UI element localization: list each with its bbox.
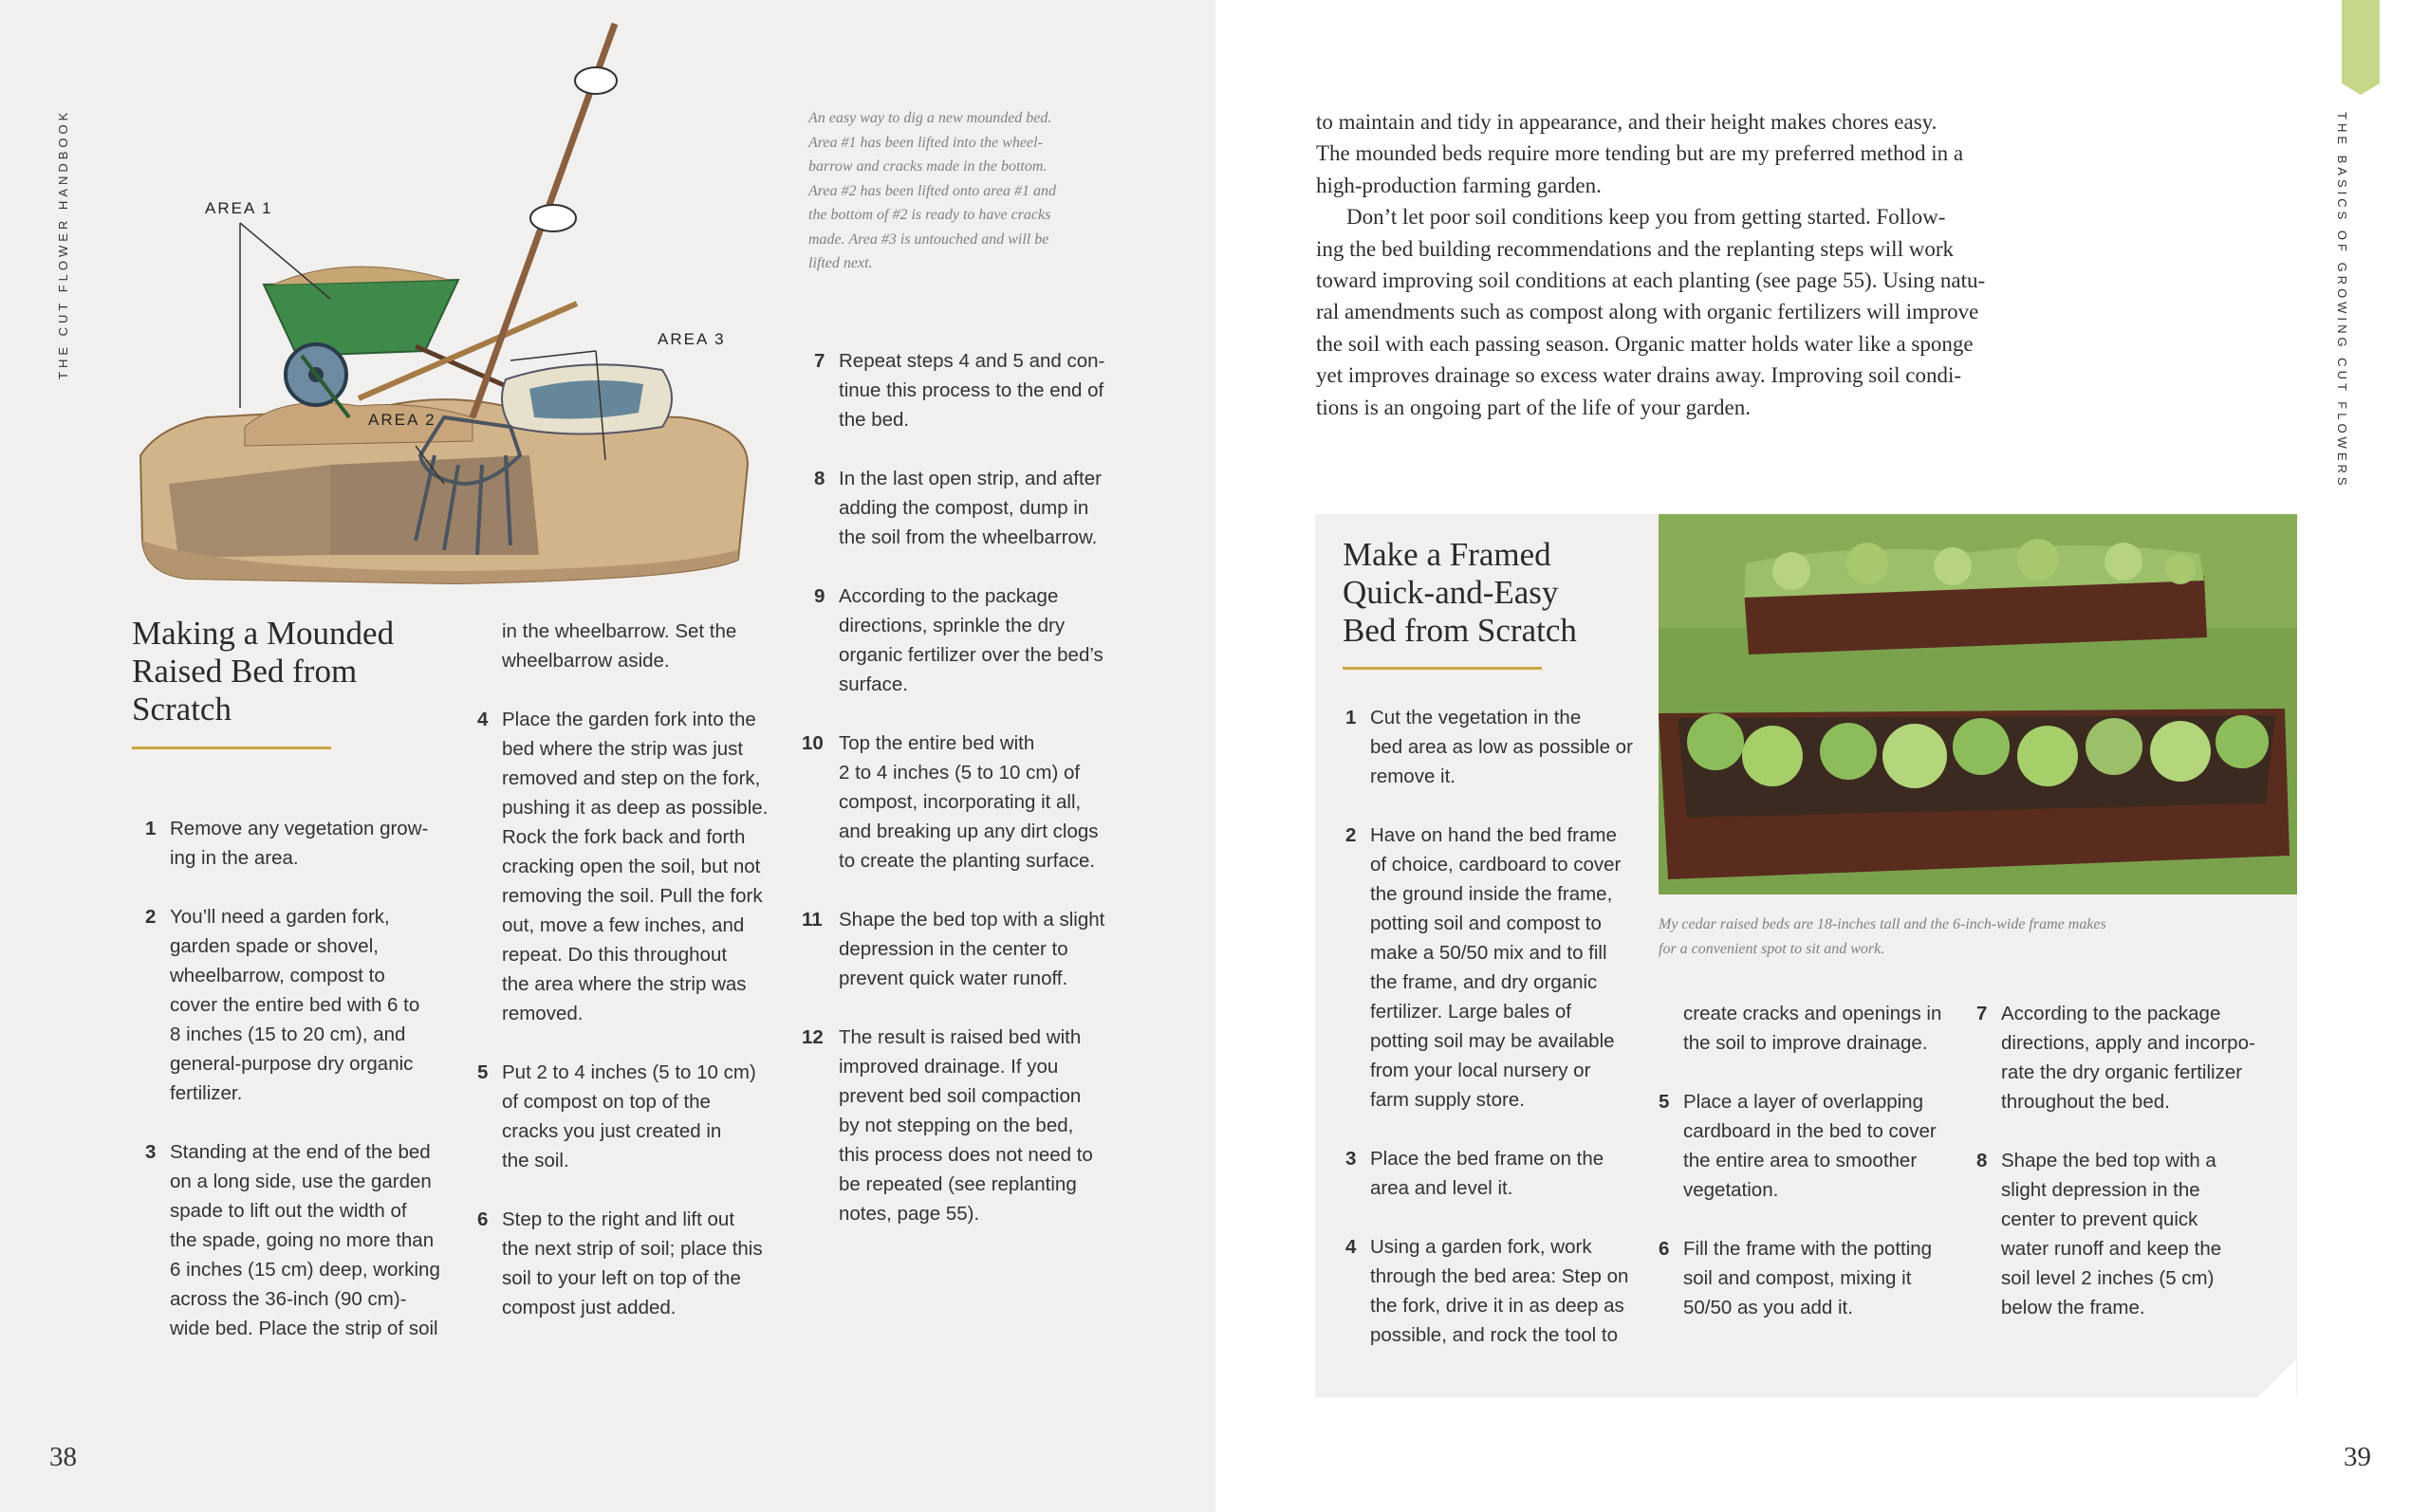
step-item [465,705,788,1028]
step-line: slight depression in the [2001,1179,2200,1201]
step-line: compost just added. [502,1297,677,1318]
step-number: 12 [802,1026,824,1048]
step-number: 5 [477,1061,489,1083]
step-line: directions, sprinkle the dry [839,615,1066,636]
step-line: potting soil and compost to [1370,913,1602,934]
step-line: throughout the bed. [2001,1091,2170,1113]
step-line: The result is raised bed with [839,1026,1082,1048]
step-line: soil to your left on top of the [502,1267,741,1289]
step-line: In the last open strip, and after [839,468,1102,489]
step-continuation [1646,999,1959,1058]
step-item [1964,1146,2277,1322]
running-head-left: THE CUT FLOWER HANDBOOK [56,108,70,379]
body-line: tions is an ongoing part of the life of your garden. [1316,395,1751,419]
heading-line: Making a Mounded [132,615,395,652]
heading-rule [1343,667,1542,670]
step-item [133,1137,446,1343]
step-line: compost, incorporating it all, [839,791,1082,813]
step-line: the frame, and dry organic [1370,971,1598,993]
step-line: the fork, drive it in as deep as [1370,1295,1624,1317]
step-line: wide bed. Place the strip of soil [170,1318,438,1339]
step-line: removed. [502,1003,584,1024]
step-line: Cut the vegetation in the [1370,707,1582,728]
step-line: area and level it. [1370,1177,1513,1199]
step-line: removed and step on the fork, [502,767,761,789]
caption-line: for a convenient spot to sit and work. [1659,940,1885,957]
step-line: bed area as low as possible or [1370,736,1633,758]
step-item [465,1058,788,1175]
step-line: Place the bed frame on the [1370,1148,1604,1170]
step-continuation [465,617,788,675]
step-number: 3 [145,1141,157,1163]
step-line: spade to lift out the width of [170,1200,407,1222]
step-number: 7 [1976,1003,1988,1024]
step-line: the next strip of soil; place this [502,1238,763,1260]
step-line: Using a garden fork, work [1370,1236,1592,1258]
step-line: on a long side, use the garden [170,1171,432,1192]
step-line: the spade, going no more than [170,1229,435,1251]
body-text [1316,106,2037,423]
step-line: bed where the strip was just [502,738,744,760]
step-line: Rock the fork back and forth [502,826,746,848]
step-line: by not stepping on the bed, [839,1115,1074,1136]
step-line: through the bed area: Step on [1370,1265,1629,1287]
step-line: general-purpose dry organic [170,1053,414,1075]
step-line: prevent bed soil compaction [839,1085,1082,1107]
step-number: 3 [1345,1148,1357,1170]
step-line: potting soil may be available [1370,1030,1615,1052]
step-number: 11 [802,909,823,931]
step-line: fertilizer. Large bales of [1370,1001,1571,1023]
step-line: According to the package [2001,1003,2221,1024]
step-line: Have on hand the bed frame [1370,824,1617,846]
step-line: You’ll need a garden fork, [170,906,390,928]
body-line: ing the bed building recommendations and the replanting steps will work [1316,236,1954,261]
caption-line: An easy way to dig a new mounded bed. [808,110,1052,126]
heading-line: Bed from Scratch [1343,612,1577,649]
steps-column-2 [465,617,788,1352]
step-line: water runoff and keep the [2001,1238,2222,1260]
step-line: this process does not need to [839,1144,1093,1166]
step-line: repeat. Do this throughout [502,944,728,966]
caption-line: the bottom of #2 is ready to have cracks [808,207,1051,223]
step-line: Remove any vegetation grow- [170,818,429,839]
step-item [465,1205,788,1322]
body-line: yet improves drainage so excess water drains away. Improving soil condi- [1316,363,1962,388]
step-line: out, move a few inches, and [502,914,745,936]
step-item [802,728,1129,876]
body-line: the soil with each passing season. Organic matter holds water like a sponge [1316,331,1974,356]
sidebar-steps-column-2 [1646,999,1959,1352]
step-line: from your local nursery or [1370,1060,1591,1081]
page-number-right: 39 [2344,1442,2371,1472]
raised-beds-photo [1659,514,2297,894]
body-line: ral amendments such as compost along with organic fertilizers will improve [1316,300,1979,324]
step-line: tinue this process to the end of [839,379,1104,401]
step-line: adding the compost, dump in [839,497,1089,519]
label-area-3: AREA 3 [658,330,726,348]
step-item [1646,1087,1959,1205]
step-line: cracks you just created in [502,1120,722,1142]
body-paragraph [1316,201,2037,423]
sidebar-steps-column-3 [1964,999,2277,1352]
caption-line: lifted next. [808,255,873,271]
step-line: and breaking up any dirt clogs [839,821,1099,842]
step-line: 2 to 4 inches (5 to 10 cm) of [839,762,1081,784]
caption-line: Area #2 has been lifted onto area #1 and [808,182,1056,199]
step-line: the ground inside the frame, [1370,883,1613,905]
step-line: the bed. [839,409,910,431]
step-item [1333,703,1646,791]
heading-rule [132,747,331,749]
running-head-right: THE BASICS OF GROWING CUT FLOWERS [2335,112,2349,489]
step-item [1333,1144,1646,1203]
step-line: to create the planting surface. [839,850,1096,872]
step-line: the entire area to smoother [1683,1150,1918,1171]
step-number: 7 [814,350,825,372]
step-number: 6 [1659,1238,1670,1260]
step-item [1646,1234,1959,1322]
step-line: Shape the bed top with a [2001,1150,2216,1171]
sidebar-steps-column-1 [1333,703,1646,1379]
body-line: toward improving soil conditions at each planting (see page 55). Using natu- [1316,268,1986,293]
step-line: 8 inches (15 to 20 cm), and [170,1023,406,1045]
step-line: surface. [839,673,908,695]
heading-line: Quick-and-Easy [1343,574,1559,611]
illustration-caption [808,106,1112,276]
step-line: Shape the bed top with a slight [839,909,1105,931]
body-line: The mounded beds require more tending but are my preferred method in a [1316,141,1964,166]
step-line: 50/50 as you add it. [1683,1297,1853,1318]
caption-line: Area #1 has been lifted into the wheel- [808,134,1043,151]
step-line: the area where the strip was [502,973,747,995]
step-line: Place the garden fork into the [502,709,756,730]
step-item [802,581,1129,699]
step-line: directions, apply and incorpo- [2001,1032,2255,1054]
step-line: possible, and rock the tool to [1370,1324,1618,1346]
step-item [1333,821,1646,1115]
body-line: to maintain and tidy in appearance, and their height makes chores easy. [1316,110,1938,134]
step-line: According to the package [839,585,1059,607]
step-line: of compost on top of the [502,1091,711,1113]
step-line: center to prevent quick [2001,1208,2198,1230]
step-item [802,1023,1129,1228]
raised-beds-image [1659,514,2297,894]
step-line: soil and compost, mixing it [1683,1267,1912,1289]
step-line: farm supply store. [1370,1089,1525,1111]
step-number: 4 [477,709,489,730]
step-item [802,464,1129,552]
heading-line: Scratch [132,691,232,728]
step-line: 6 inches (15 cm) deep, working [170,1259,440,1281]
step-item [802,346,1129,434]
heading-line: Make a Framed [1343,536,1551,573]
step-number: 9 [814,585,825,607]
step-line: prevent quick water runoff. [839,968,1068,989]
step-item [133,902,446,1108]
steps-column-1 [133,814,446,1373]
step-line: vegetation. [1683,1179,1779,1201]
step-line: rate the dry organic fertilizer [2001,1061,2243,1083]
step-line: Top the entire bed with [839,732,1035,754]
mounded-bed-illustration [131,9,776,598]
step-line: removing the soil. Pull the fork [502,885,763,907]
step-line: the soil. [502,1150,569,1171]
step-line: organic fertilizer over the bed’s [839,644,1103,666]
step-number: 1 [145,818,157,839]
step-line: below the frame. [2001,1297,2145,1318]
step-item [1333,1232,1646,1350]
section-heading-framed-bed [1343,536,1608,650]
step-line: be repeated (see replanting [839,1173,1077,1195]
step-line: Step to the right and lift out [502,1208,735,1230]
step-line: in the wheelbarrow. Set the [502,620,737,642]
step-line: of choice, cardboard to cover [1370,854,1622,876]
label-area-1: AREA 1 [205,199,273,217]
step-line: cardboard in the bed to cover [1683,1120,1937,1142]
section-heading-mounded-bed [132,615,417,728]
step-line: garden spade or shovel, [170,935,379,957]
body-line: high-production farming garden. [1316,173,1602,197]
step-line: depression in the center to [839,938,1068,960]
step-line: Standing at the end of the bed [170,1141,431,1163]
step-line: create cracks and openings in [1683,1003,1942,1024]
heading-line: Raised Bed from [132,653,358,690]
step-line: the soil to improve drainage. [1683,1032,1928,1054]
step-line: the soil from the wheelbarrow. [839,526,1098,548]
step-line: cracking open the soil, but not [502,856,761,877]
step-line: notes, page 55). [839,1203,980,1225]
soil-diagram [131,9,776,598]
step-number: 8 [1976,1150,1988,1171]
step-line: improved drainage. If you [839,1056,1059,1078]
chapter-tab-marker [2342,0,2380,95]
step-number: 2 [145,906,157,928]
step-item [1964,999,2277,1116]
step-line: ing in the area. [170,847,299,869]
step-number: 10 [802,732,824,754]
step-item [802,905,1129,993]
body-paragraph [1316,106,2037,201]
step-line: across the 36-inch (90 cm)- [170,1288,407,1310]
step-line: Repeat steps 4 and 5 and con- [839,350,1105,372]
step-line: remove it. [1370,765,1456,787]
step-line: pushing it as deep as possible. [502,797,769,819]
caption-line: made. Area #3 is untouched and will be [808,230,1049,248]
step-line: Put 2 to 4 inches (5 to 10 cm) [502,1061,756,1083]
step-line: wheelbarrow, compost to [170,965,385,986]
step-line: fertilizer. [170,1082,243,1104]
page-number-left: 38 [49,1442,77,1472]
step-item [133,814,446,873]
steps-column-3 [802,346,1129,1258]
step-line: Place a layer of overlapping [1683,1091,1923,1113]
step-line: Fill the frame with the potting [1683,1238,1933,1260]
step-line: wheelbarrow aside. [502,650,670,672]
step-line: cover the entire bed with 6 to [170,994,420,1016]
label-area-2: AREA 2 [368,411,436,429]
caption-line: My cedar raised beds are 18-inches tall and the 6-inch-wide frame makes [1659,916,2106,932]
sidebar-corner-cut [2258,1359,2296,1397]
step-line: soil level 2 inches (5 cm) [2001,1267,2215,1289]
step-number: 4 [1345,1236,1357,1258]
step-number: 8 [814,468,825,489]
step-line: make a 50/50 mix and to fill [1370,942,1607,964]
caption-line: barrow and cracks made in the bottom. [808,158,1048,175]
step-number: 5 [1659,1091,1670,1113]
step-number: 1 [1345,707,1357,728]
step-number: 6 [477,1208,489,1230]
body-line: Don’t let poor soil conditions keep you from getting started. Follow- [1346,205,1946,230]
step-number: 2 [1345,824,1357,846]
